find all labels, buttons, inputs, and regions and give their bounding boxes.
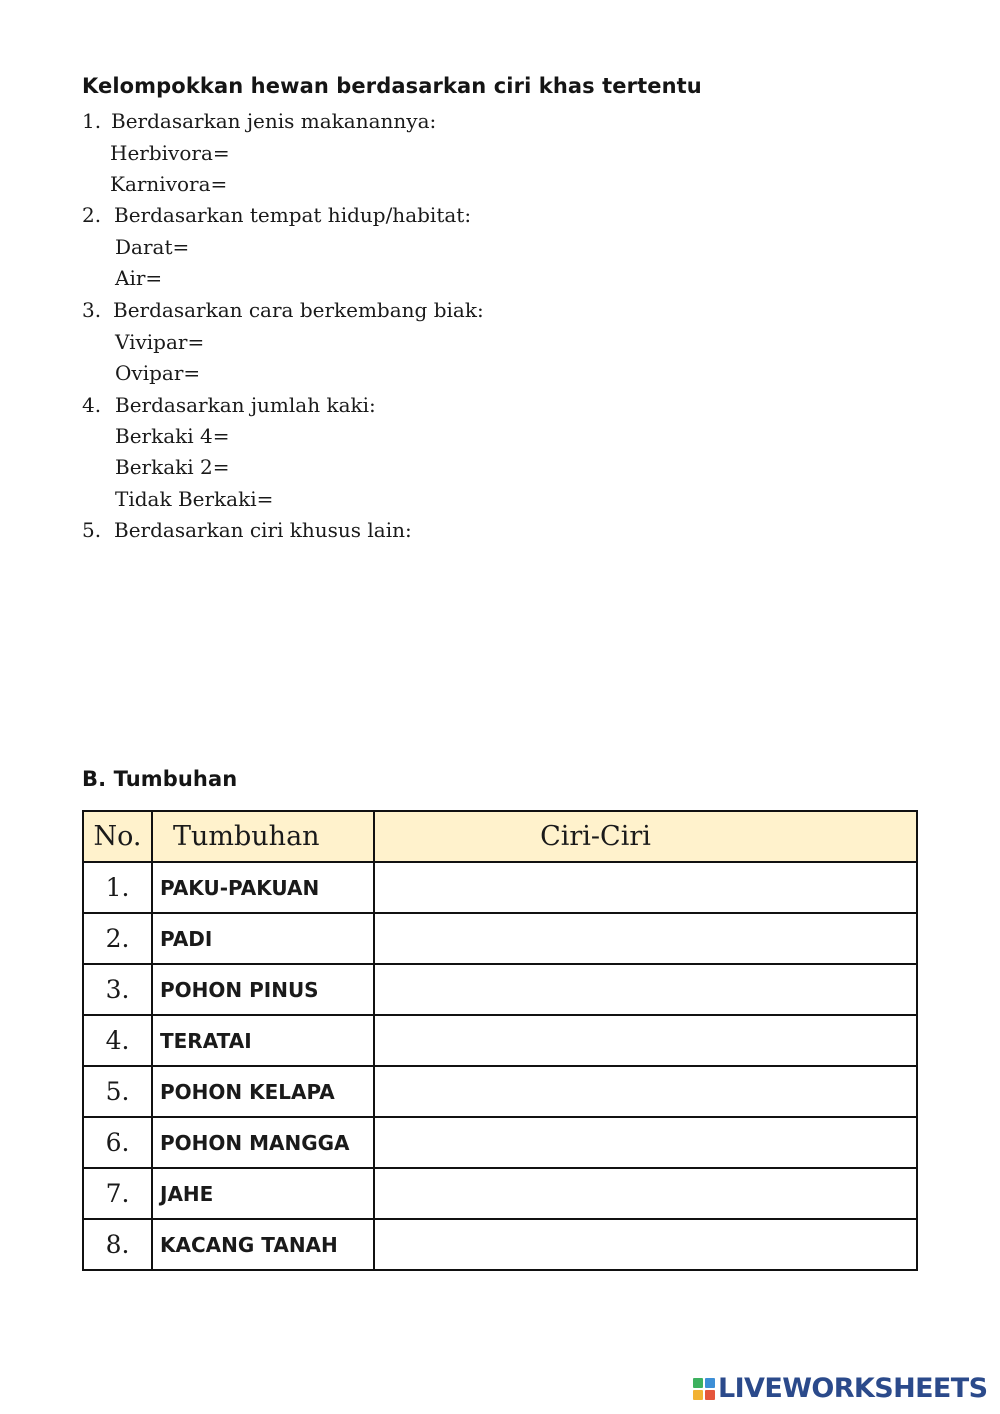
subitem-ovipar: Ovipar= — [115, 361, 201, 385]
row-number: 8. — [83, 1219, 152, 1270]
ciri-answer-cell[interactable] — [374, 1117, 917, 1168]
subitem-vivipar: Vivipar= — [115, 330, 205, 354]
plant-name: POHON MANGGA — [152, 1117, 374, 1168]
subitem-herbivora: Herbivora= — [110, 141, 230, 165]
table-row — [83, 1117, 917, 1168]
header-ciri-ciri: Ciri-Ciri — [374, 811, 917, 862]
list-item-number: 3. — [82, 298, 102, 322]
row-number: 3. — [83, 964, 152, 1015]
list-item-heading: Berdasarkan cara berkembang biak: — [113, 298, 484, 322]
row-number: 5. — [83, 1066, 152, 1117]
plant-name: PAKU-PAKUAN — [152, 862, 374, 913]
plant-name: POHON KELAPA — [152, 1066, 374, 1117]
ciri-answer-cell[interactable] — [374, 1168, 917, 1219]
plant-name: POHON PINUS — [152, 964, 374, 1015]
subitem-darat: Darat= — [115, 235, 190, 259]
subitem-berkaki-2: Berkaki 2= — [115, 455, 230, 479]
logo-square-icon — [693, 1390, 703, 1400]
list-item-heading: Berdasarkan jenis makanannya: — [111, 109, 437, 133]
list-item-number: 5. — [82, 518, 102, 542]
plant-name: TERATAI — [152, 1015, 374, 1066]
list-item-number: 4. — [82, 393, 102, 417]
list-item-heading: Berdasarkan ciri khusus lain: — [114, 518, 412, 542]
ciri-answer-cell[interactable] — [374, 964, 917, 1015]
plant-name: JAHE — [152, 1168, 374, 1219]
logo-text: LIVEWORKSHEETS — [718, 1373, 988, 1404]
subitem-karnivora: Karnivora= — [110, 172, 228, 196]
plant-name: PADI — [152, 913, 374, 964]
liveworksheets-logo-icon — [693, 1378, 715, 1400]
ciri-answer-cell[interactable] — [374, 1219, 917, 1270]
section-a-title: Kelompokkan hewan berdasarkan ciri khas tertentu — [82, 74, 702, 98]
table-row — [83, 913, 917, 964]
table-row — [83, 1219, 917, 1270]
row-number: 2. — [83, 913, 152, 964]
row-number: 7. — [83, 1168, 152, 1219]
ciri-answer-cell[interactable] — [374, 1015, 917, 1066]
list-item-heading: Berdasarkan tempat hidup/habitat: — [114, 203, 472, 227]
ciri-answer-cell[interactable] — [374, 862, 917, 913]
table-row — [83, 1015, 917, 1066]
plant-name: KACANG TANAH — [152, 1219, 374, 1270]
list-item-number: 2. — [82, 203, 102, 227]
logo-square-icon — [693, 1378, 703, 1388]
plant-table — [82, 810, 918, 1271]
liveworksheets-logo[interactable] — [693, 1374, 987, 1404]
ciri-answer-cell[interactable] — [374, 1066, 917, 1117]
table-row — [83, 862, 917, 913]
subitem-berkaki-4: Berkaki 4= — [115, 424, 230, 448]
row-number: 4. — [83, 1015, 152, 1066]
header-no: No. — [83, 811, 152, 862]
logo-square-icon — [705, 1378, 715, 1388]
list-item-heading: Berdasarkan jumlah kaki: — [115, 393, 376, 417]
row-number: 6. — [83, 1117, 152, 1168]
table-row — [83, 1066, 917, 1117]
table-row — [83, 1168, 917, 1219]
ciri-answer-cell[interactable] — [374, 913, 917, 964]
section-b-title: B. Tumbuhan — [82, 767, 238, 791]
subitem-tidak-berkaki: Tidak Berkaki= — [115, 487, 274, 511]
list-item-number: 1. — [82, 109, 102, 133]
table-header-row — [83, 811, 917, 862]
logo-square-icon — [705, 1390, 715, 1400]
row-number: 1. — [83, 862, 152, 913]
subitem-air: Air= — [115, 266, 163, 290]
header-tumbuhan: Tumbuhan — [152, 811, 374, 862]
table-row — [83, 964, 917, 1015]
